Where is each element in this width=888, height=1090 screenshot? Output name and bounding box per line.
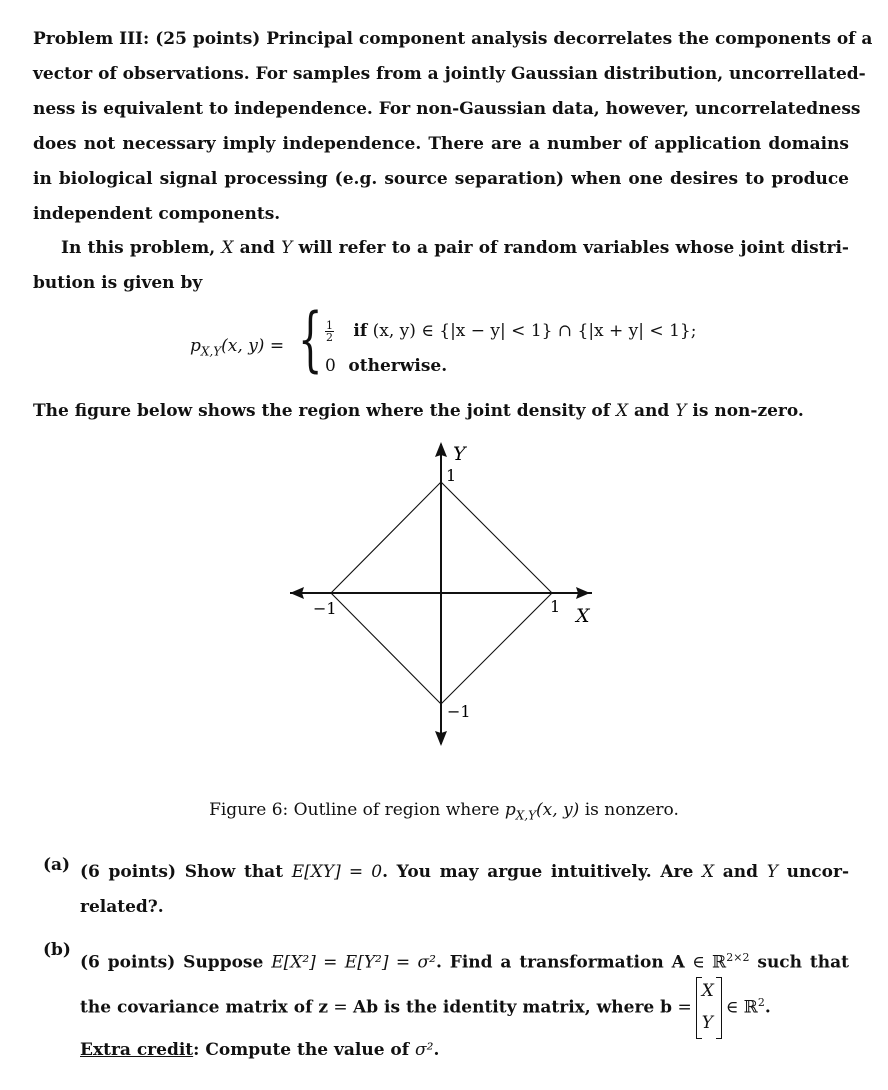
fraction-one-half: $\frac{1}{2}$ — [326, 319, 333, 344]
part-b-line-2: the covariance matrix of z = Ab is the identity matrix, where b = X Y ∈ ℝ$^2$. — [80, 973, 849, 1033]
setup-line-2: bution is given by — [33, 273, 203, 293]
figure-caption: Figure 6: Outline of region where $p_{X,Y}(x$, y) is nonzero. — [209, 800, 679, 823]
problem-setup-paragraph — [33, 231, 849, 301]
equation-case-2: 0 otherwise. — [325, 356, 448, 376]
part-a-label: (a) — [43, 855, 71, 875]
var-x: X — [221, 238, 234, 258]
x-axis-arrow-left — [290, 587, 304, 599]
column-vector-xy: X Y — [696, 977, 722, 1039]
tick-y-1: 1 — [446, 466, 457, 485]
left-brace: { — [298, 298, 323, 380]
extra-credit-line: Extra credit: Compute the value of σ². — [80, 1040, 440, 1060]
part-a-line-1: (6 points) Show that E[XY] = 0. You may argue intuitively. Are X and Y uncor- — [80, 862, 850, 882]
tick-y-neg-1: −1 — [447, 702, 471, 721]
x-axis-label: X — [576, 605, 590, 627]
var-y: Y — [281, 238, 293, 258]
diamond-region-figure — [280, 438, 610, 756]
y-axis-label: Y — [453, 443, 466, 465]
part-a-line-2: related?. — [80, 897, 164, 917]
intro-line-1: Problem III: (25 points) Principal component analysis decorrelates the components of a — [33, 29, 873, 49]
intro-line-6: independent components. — [33, 204, 281, 224]
part-a — [33, 855, 849, 925]
setup-text-c: will refer to a pair of random variables whose joint distri- — [292, 238, 849, 258]
y-axis-arrow-bottom — [435, 731, 447, 746]
intro-line-2: vector of observations. For samples from a jointly Gaussian distribution, uncorrellated- — [33, 64, 866, 84]
intro-line-5: in biological signal processing (e.g. source separation) when one desires to produce — [33, 169, 849, 189]
equation-case-1: $\frac{1}{2}$ if (x, y) ∈ {|x − y| < 1} ∩ {|x + y| < 1}; — [326, 319, 697, 344]
tick-x-neg-1: −1 — [313, 599, 337, 618]
figure-intro: The figure below shows the region where the joint density of X and Y is non-zero. — [33, 401, 804, 421]
setup-line-1 — [33, 231, 849, 266]
x-axis-arrow-right — [576, 587, 590, 599]
intro-line-3: ness is equivalent to independence. For non-Gaussian data, however, uncorrelatedness — [33, 99, 861, 119]
part-b-line-1: (6 points) Suppose E[X²] = E[Y²] = σ². Find a transformation A ∈ ℝ$^{2\times 2}$ such that — [80, 951, 849, 973]
equation-lhs: $p_{X,Y}(x$, y) = — [190, 336, 285, 359]
setup-text-b: and — [233, 238, 282, 258]
y-axis-arrow-top — [435, 442, 447, 457]
part-b-label: (b) — [43, 940, 71, 960]
tick-x-1: 1 — [550, 597, 561, 616]
extra-credit-label: Extra credit — [80, 1040, 194, 1060]
part-b — [33, 940, 849, 1080]
intro-paragraph — [33, 22, 873, 232]
density-equation — [190, 298, 750, 385]
setup-text-a: In this problem, — [61, 238, 222, 258]
intro-line-4: does not necessary imply independence. There are a number of application domains — [33, 134, 849, 154]
